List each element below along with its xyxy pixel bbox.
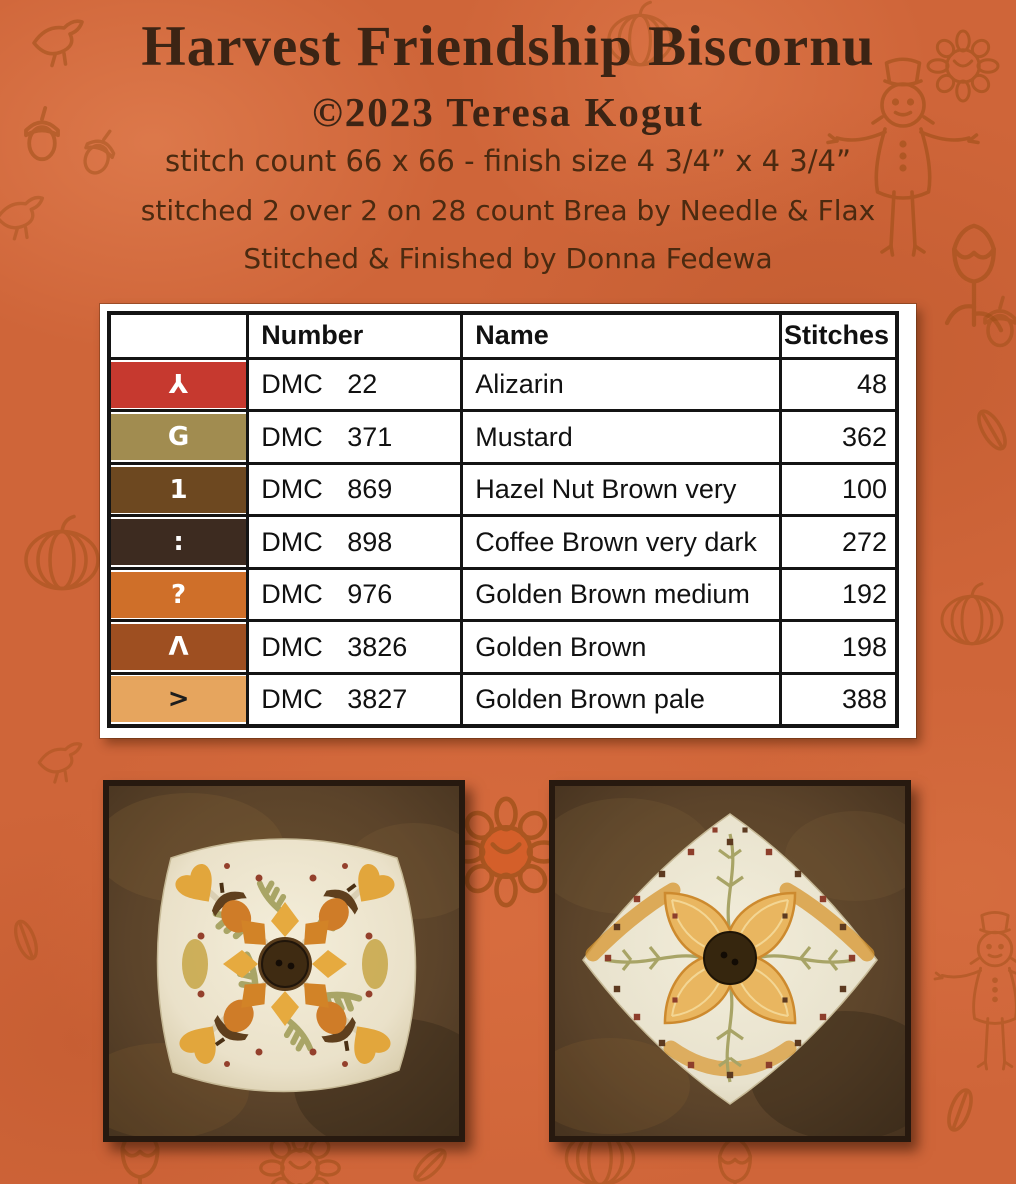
floss-code: 869 (347, 474, 393, 505)
floss-brand: DMC (261, 421, 323, 452)
button-icon (704, 932, 756, 984)
floss-code: 371 (347, 421, 393, 452)
stitch-count: 388 (780, 673, 897, 726)
floss-table (107, 311, 899, 728)
floss-brand: DMC (261, 526, 323, 557)
floss-brand: DMC (261, 579, 323, 610)
header-number: Number (248, 313, 462, 358)
floss-name: Golden Brown pale (462, 673, 781, 726)
stitch-count: 198 (780, 621, 897, 674)
sunflower-motif (223, 902, 347, 1026)
stitch-count: 362 (780, 411, 897, 464)
stitch-symbol: 1 (169, 474, 188, 505)
floss-table-panel (100, 304, 916, 738)
finisher-line: Stitched & Finished by Donna Fedewa (243, 242, 773, 275)
biscornu-back-photo (549, 780, 911, 1142)
color-swatch (111, 676, 246, 722)
floss-brand: DMC (261, 683, 323, 714)
color-swatch (111, 519, 246, 565)
table-row (109, 568, 897, 621)
stitch-symbol: ? (171, 579, 187, 610)
stitch-symbol: Λ (168, 632, 189, 663)
stitch-symbol: > (167, 684, 190, 715)
floss-code: 3827 (347, 683, 408, 714)
color-swatch (111, 572, 246, 618)
biscornu-front-photo (103, 780, 465, 1142)
table-row (109, 673, 897, 726)
color-swatch (111, 362, 246, 408)
floss-brand: DMC (261, 369, 323, 400)
floss-name: Golden Brown medium (462, 568, 781, 621)
stitch-count: 272 (780, 516, 897, 569)
floss-name: Golden Brown (462, 621, 781, 674)
floss-name: Coffee Brown very dark (462, 516, 781, 569)
page-title: Harvest Friendship Biscornu (141, 15, 875, 78)
header-stitches: Stitches (780, 313, 897, 358)
button-icon (262, 941, 308, 987)
floss-name: Mustard (462, 411, 781, 464)
floss-brand: DMC (261, 474, 323, 505)
header-symbol (109, 313, 248, 358)
floss-code: 22 (347, 369, 378, 400)
floss-name: Hazel Nut Brown very (462, 463, 781, 516)
stitch-symbol: ⅄ (168, 369, 189, 400)
stitch-count: 48 (780, 358, 897, 411)
copyright-line: ©2023 Teresa Kogut (312, 89, 704, 135)
table-row (109, 516, 897, 569)
biscornu-back-drawing (555, 786, 905, 1136)
color-swatch (111, 414, 246, 460)
stitch-count: 192 (780, 568, 897, 621)
table-row (109, 463, 897, 516)
floss-name: Alizarin (462, 358, 781, 411)
stitch-count: 100 (780, 463, 897, 516)
table-row (109, 358, 897, 411)
floss-brand: DMC (261, 631, 323, 662)
floss-code: 898 (347, 526, 393, 557)
color-swatch (111, 467, 246, 513)
table-row (109, 621, 897, 674)
color-swatch (111, 624, 246, 670)
header-name: Name (462, 313, 781, 358)
table-header-row (109, 313, 897, 358)
floss-code: 3826 (347, 631, 408, 662)
stitch-count-line: stitch count 66 x 66 - finish size 4 3/4” x 4 3/4” (165, 144, 851, 178)
fabric-line: stitched 2 over 2 on 28 count Brea by Needle & Flax (140, 194, 876, 227)
table-row (109, 411, 897, 464)
biscornu-front-drawing (109, 786, 459, 1136)
floss-code: 976 (347, 579, 393, 610)
stitch-symbol: G (167, 422, 190, 453)
stitch-symbol: : (173, 527, 184, 558)
